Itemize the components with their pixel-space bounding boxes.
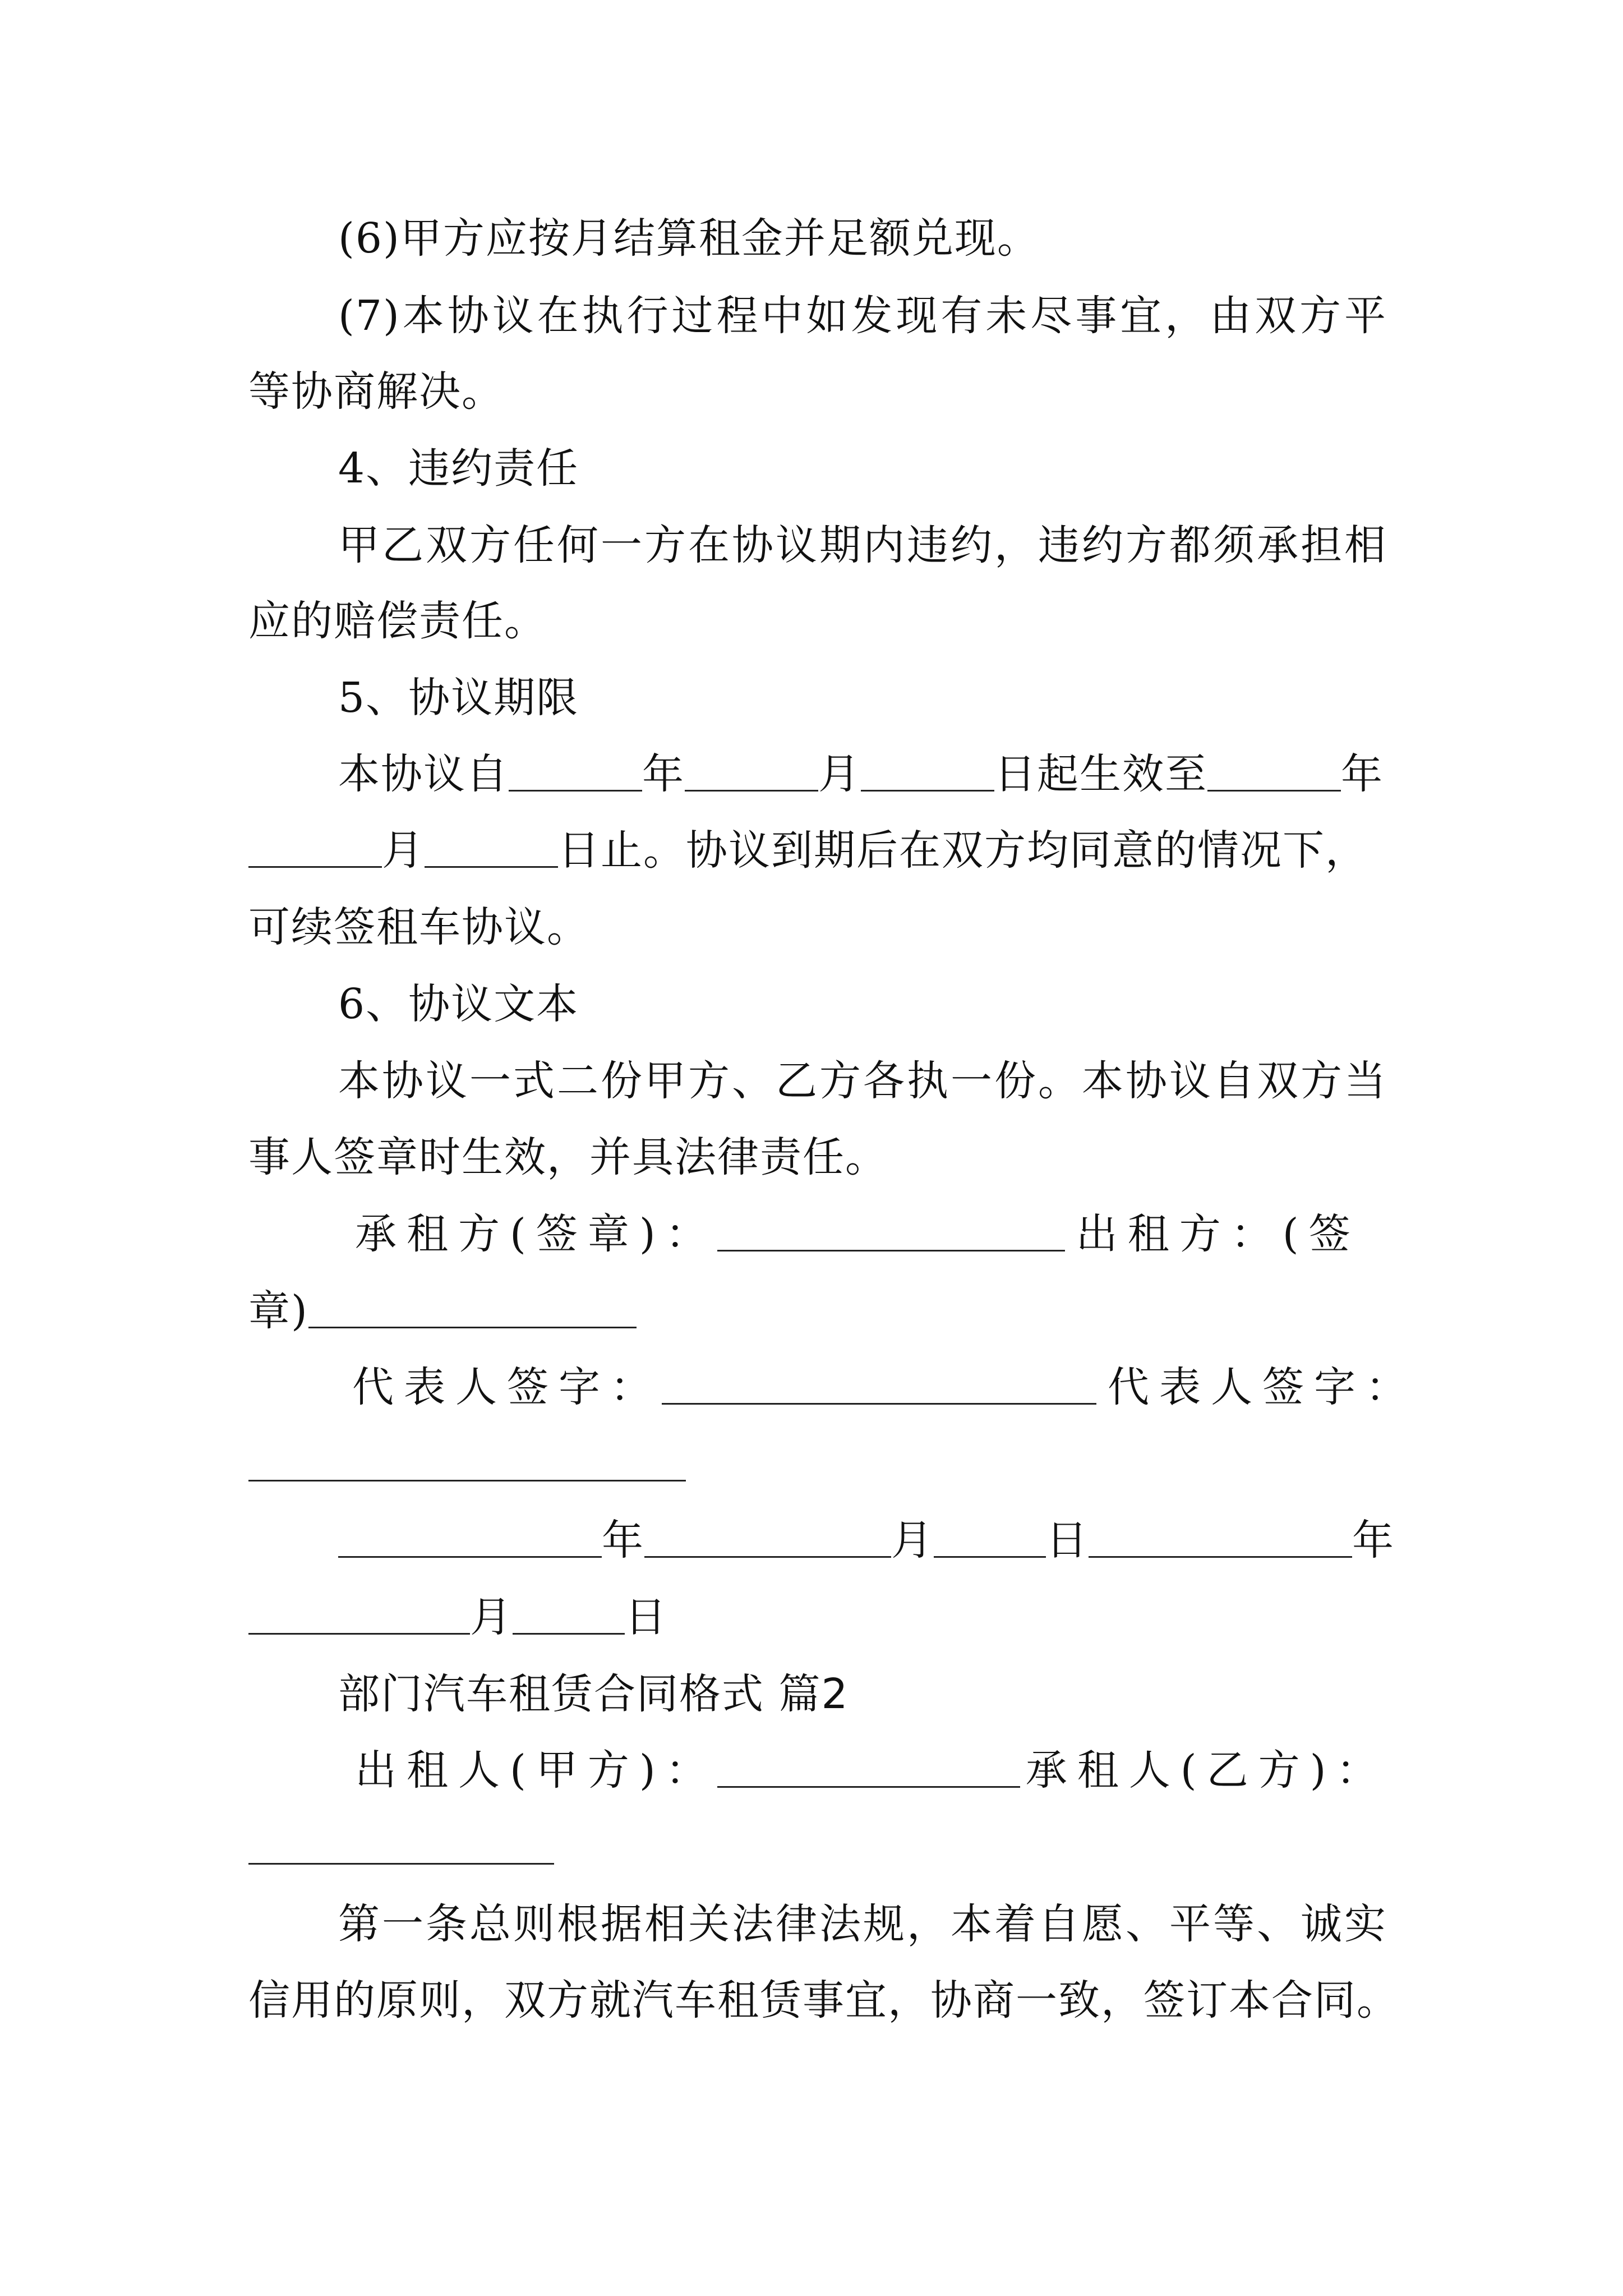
clause-7-line1: (7)本协议在执行过程中如发现有未尽事宜，由双方平 [338, 292, 1387, 340]
date-month-label-2: 月 [470, 1593, 513, 1641]
term-effective-label: 日起生效至 [994, 750, 1207, 798]
date-day-blank-2[interactable] [513, 1591, 625, 1635]
text-clause-line2: 事人签章时生效，并具法律责任。 [248, 1133, 888, 1181]
term-line1 [338, 746, 1387, 802]
parties-line [355, 1742, 1387, 1798]
representative-line [352, 1359, 1417, 1415]
date-year-label-1: 年 [602, 1516, 644, 1565]
term-end-day-blank[interactable] [425, 825, 558, 868]
breach-text-line1: 甲乙双方任何一方在协议期内违约，违约方都须承担相 [338, 521, 1387, 569]
term-month-label: 月 [818, 750, 861, 798]
term-end-month-blank[interactable] [248, 825, 382, 868]
clause-7-line2: 等协商解决。 [248, 367, 504, 416]
lessor-sign-label: 出租方：(签 [1076, 1210, 1361, 1258]
term-start-month-blank[interactable] [685, 748, 818, 792]
representative-line2 [248, 1436, 1387, 1492]
clause-6: (6)甲方应按月结算租金并足额兑现。 [338, 214, 1040, 263]
term-start-year-blank[interactable] [509, 748, 642, 792]
section2-title: 部门汽车租赁合同格式 篇2 [338, 1670, 849, 1718]
article1-line1: 第一条总则根据相关法律法规，本着自愿、平等、诚实 [338, 1900, 1387, 1948]
heading-breach-liability: 4、违约责任 [338, 444, 579, 493]
term-end-year-blank[interactable] [1207, 748, 1341, 792]
lessor-party-blank[interactable] [717, 1745, 1020, 1788]
date-day-label-1: 日 [1046, 1516, 1089, 1565]
date-day-label-2: 日 [625, 1593, 667, 1641]
parties-line2 [248, 1819, 1387, 1875]
rep-sign-label-2: 代表人签字： [1108, 1363, 1417, 1411]
term-month2-label: 月 [382, 826, 425, 875]
signature-line1 [355, 1206, 1387, 1262]
term-year2-label: 年 [1341, 750, 1384, 798]
rep-sign-blank-1[interactable] [662, 1361, 1096, 1405]
date-day-blank-1[interactable] [934, 1515, 1046, 1558]
term-line2 [248, 822, 1387, 878]
heading-text: 6、协议文本 [338, 980, 579, 1028]
term-start-day-blank[interactable] [861, 748, 994, 792]
date-month-blank-1[interactable] [644, 1515, 891, 1558]
rep-sign-label-1: 代表人签字： [352, 1363, 662, 1411]
date-month-blank-2[interactable] [248, 1591, 470, 1635]
date-month-label-1: 月 [891, 1516, 934, 1565]
signature-line2 [248, 1283, 1387, 1339]
text-clause-line1: 本协议一式二份甲方、乙方各执一份。本协议自双方当 [338, 1057, 1387, 1105]
term-end-rest: 日止。协议到期后在双方均同意的情况下， [558, 826, 1368, 875]
date-year-blank-2[interactable] [1089, 1515, 1352, 1558]
article1-line2: 信用的原则，双方就汽车租赁事宜，协商一致，签订本合同。 [248, 1976, 1399, 2024]
term-line3: 可续签租车协议。 [248, 903, 589, 951]
heading-term: 5、协议期限 [338, 674, 579, 722]
date-line2 [248, 1589, 1387, 1645]
date-year-label-2: 年 [1352, 1516, 1395, 1565]
lessor-sign-label-cont: 章) [248, 1287, 308, 1335]
term-year-label: 年 [642, 750, 685, 798]
lessor-sign-blank[interactable] [308, 1285, 637, 1328]
lessee-sign-blank[interactable] [717, 1208, 1065, 1251]
date-line1 [338, 1512, 1395, 1568]
lessor-party-label: 出租人(甲方)： [355, 1746, 717, 1795]
date-year-blank-1[interactable] [338, 1515, 602, 1558]
lessee-party-label: 承租人(乙方)： [1025, 1746, 1388, 1795]
term-from-label: 本协议自 [338, 750, 509, 798]
lessee-party-blank[interactable] [248, 1821, 554, 1865]
lessee-sign-label: 承租方(签章)： [355, 1210, 717, 1258]
breach-text-line2: 应的赔偿责任。 [248, 597, 547, 645]
rep-sign-blank-2[interactable] [248, 1438, 686, 1481]
